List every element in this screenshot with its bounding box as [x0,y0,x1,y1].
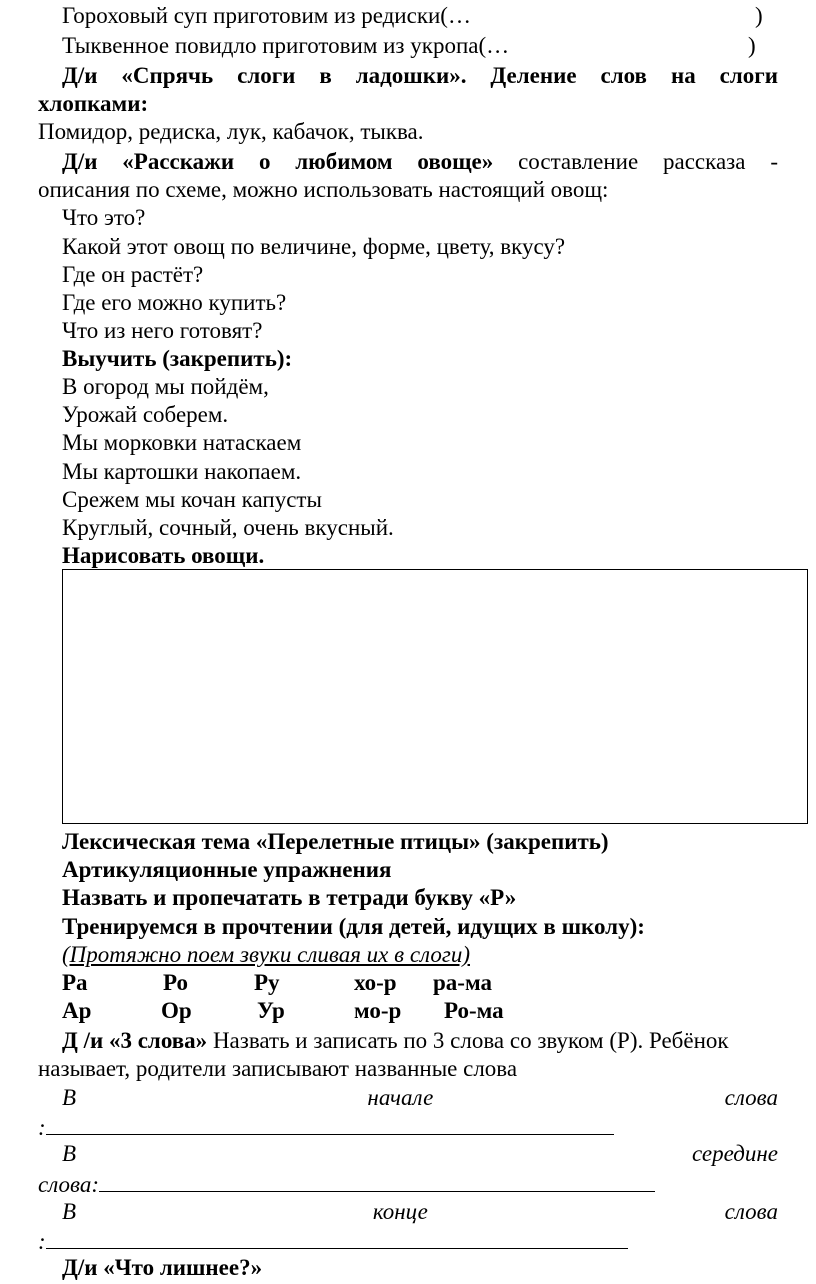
end-word: слова [724,1199,778,1224]
game1-word: в [319,63,332,88]
game1-word: ладошки». [355,63,467,88]
poem-line: Мы морковки натаскаем [62,430,302,455]
game2-word: «Расскажи [122,149,235,174]
last-game-title: Д/и «Что лишнее?» [62,1255,263,1280]
syllable: Ар [62,998,92,1023]
game2-word: любимом [295,149,393,174]
game2-word: овоще» [417,149,494,174]
jam-line [0,32,816,60]
poem-line: Срежем мы кочан капусты [62,487,322,512]
end-word: В [62,1199,77,1224]
game2-word: о [258,149,271,174]
three-words-text: Назвать и записать по 3 слова со звуком (Р). Ребёнок [207,1028,729,1053]
syllable: Ро-ма [444,998,504,1023]
syllable: Ор [161,998,192,1023]
poem-line: Урожай соберем. [62,402,229,427]
game1-word: слоги [237,63,296,88]
game1-word: Деление [490,63,577,88]
start-word: слова [724,1085,778,1110]
middle-word: В [62,1141,77,1166]
game1-words: Помидор, редиска, лук, кабачок, тыква. [38,119,424,144]
end-label [0,1198,816,1226]
reading-note: (Протяжно поем звуки сливая их в слоги) [62,942,470,967]
game2-word: составление [518,149,639,174]
question: Что из него готовят? [62,318,263,343]
poem-line: В огород мы пойдём, [62,374,269,399]
letter-task: Назвать и пропечатать в тетради букву «Р» [62,885,517,910]
end-blank-line[interactable] [46,1226,628,1249]
jam-text: Тыквенное повидло приготовим из укропа(… [62,33,510,58]
game1-word: на [670,63,696,88]
jam-close: ) [748,33,756,58]
birds-topic: Лексическая тема «Перелетные птицы» (закрепить) [62,829,609,854]
game1-word: «Спрячь [121,63,214,88]
syllable: Ур [257,998,285,1023]
end-answer [38,1226,816,1256]
end-word: конце [372,1199,428,1224]
middle-label-tail: слова: [38,1172,100,1197]
poem-line: Мы картошки накопаем. [62,459,302,484]
drawing-area [62,569,808,824]
syllable: Ру [254,970,280,995]
middle-blank-line[interactable] [99,1169,655,1192]
three-words-line1 [0,1027,816,1055]
game1-word: слов [600,63,647,88]
question: Где его можно купить? [62,290,287,315]
articulation-heading: Артикуляционные упражнения [62,857,392,882]
soup-close: ) [755,3,763,28]
start-answer [38,1112,816,1142]
draw-heading: Нарисовать овощи. [62,543,265,568]
reading-heading: Тренируемся в прочтении (для детей, идущих в школу): [62,914,645,939]
game1-word: слоги [719,63,778,88]
syllable: мо-р [354,998,402,1023]
game1-word: Д/и [62,63,98,88]
poem-line: Круглый, сочный, очень вкусный. [62,515,394,540]
start-blank-line[interactable] [46,1112,614,1135]
question: Где он растёт? [62,262,204,287]
end-colon: : [38,1229,46,1254]
start-colon: : [38,1115,46,1140]
syllable: ра-ма [433,970,492,995]
middle-answer [38,1169,816,1199]
game1-title-line2: хлопками: [38,91,149,116]
game2-word: Д/и [62,149,98,174]
syllable: хо-р [354,970,397,995]
game2-word: рассказа [663,149,746,174]
poem-heading: Выучить (закрепить): [62,346,293,371]
soup-text: Гороховый суп приготовим из редиски(… [62,3,471,28]
question: Какой этот овощ по величине, форме, цвету, вкусу? [62,234,566,259]
question: Что это? [62,205,146,230]
three-words-line2: называет, родители записывают названные слова [38,1056,518,1081]
syllable: Ро [163,970,188,995]
middle-label [0,1140,816,1168]
game2-word: - [770,149,778,174]
game2-line2: описания по схеме, можно использовать настоящий овощ: [38,177,609,202]
syllable: Ра [62,970,88,995]
three-words-title: Д /и «3 слова» [62,1028,208,1053]
game2-title [0,148,816,176]
soup-line [0,2,816,30]
start-label [0,1084,816,1112]
middle-word: середине [691,1141,778,1166]
game1-title [0,62,816,90]
start-word: начале [367,1085,434,1110]
start-word: В [62,1085,77,1110]
